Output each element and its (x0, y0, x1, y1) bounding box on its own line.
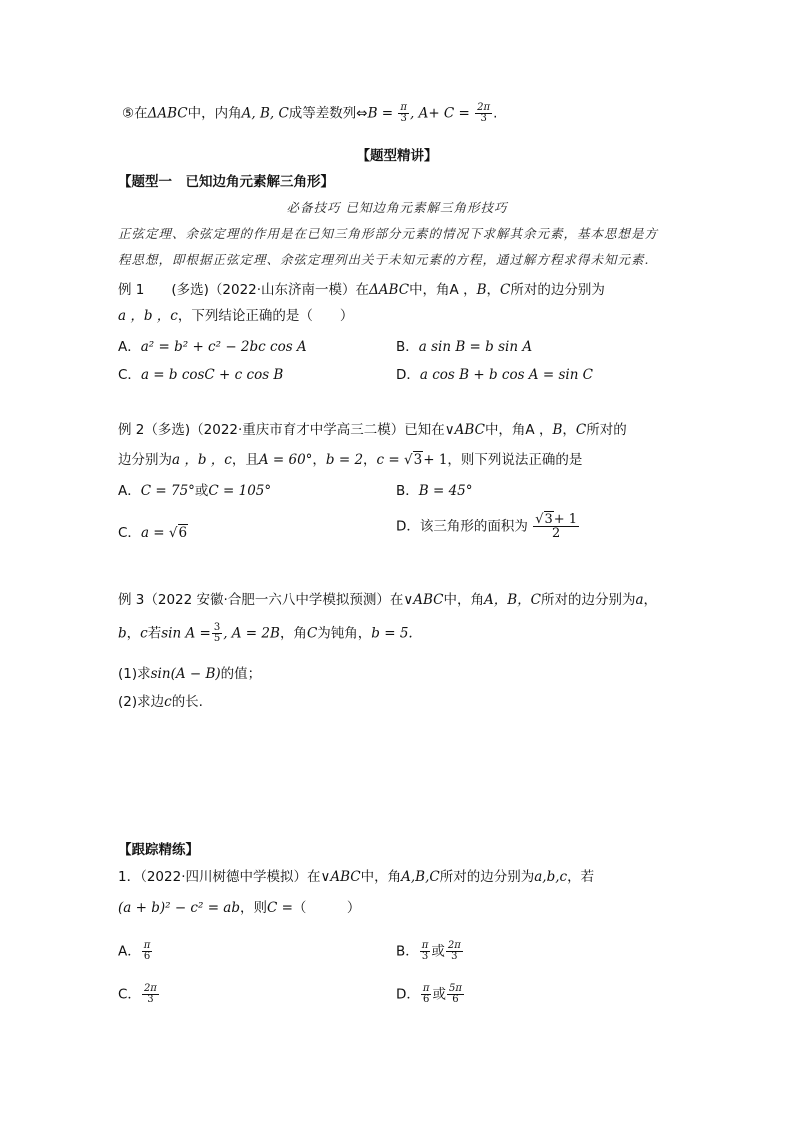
ex2-line2-end: ，则下列说法正确的是 (447, 452, 583, 468)
ex1-c: C (500, 282, 511, 298)
option-math: a = b cosC + c cos B (140, 367, 284, 383)
item5-end: . (493, 105, 498, 122)
ex3-line2 (118, 623, 413, 644)
ex2-c: C (575, 422, 587, 438)
ex2-b: B (552, 422, 563, 438)
option-fraction: $\frac{\pi}{3}$ (421, 940, 429, 962)
option-fraction: $\frac{\pi}{6}$ (422, 983, 430, 1005)
ex3-end: ， (643, 592, 658, 608)
type1-title: 【题型一 已知边角元素解三角形】 (118, 174, 334, 190)
ex2-line1 (118, 420, 627, 440)
ex3-q2-c: c (164, 694, 172, 710)
ex3-q2-end: 的长. (171, 694, 203, 710)
ex2-cond3-pre: c = (376, 452, 400, 468)
option-label: A． (118, 943, 141, 960)
ex3-line2-mid: ，角 (279, 625, 307, 642)
ex1-line1 (118, 280, 605, 300)
ex3-q2-prefix: (2)求边 (118, 694, 165, 710)
ex1-line2 (118, 306, 353, 326)
item5-text2: 成等差数列⇔ (288, 105, 368, 122)
option-label: B． (396, 943, 419, 960)
option-label: D． (396, 986, 420, 1003)
ex3-mid: 中，角 (443, 592, 484, 608)
ex1-sides: a ，b ，c (118, 308, 178, 324)
ex3-text: 所对的边分别为 (540, 592, 636, 608)
option-math: a cos B + b cos A = sin C (419, 367, 594, 383)
option-math: B = 45° (418, 483, 473, 499)
option-fraction: $\frac{2\pi}{3}$ (447, 940, 461, 962)
option-fraction: $\frac{2\pi}{3}$ (143, 983, 157, 1005)
ex3-C: C (306, 625, 318, 642)
p1-sides: a,b,c (534, 869, 568, 885)
ex3-q1-end: 的值； (220, 666, 262, 682)
practice-option-a (118, 941, 153, 962)
technique-line2: 程思想，即根据正弦定理、余弦定理列出关于未知元素的方程，通过解方程求得未知元素. (118, 252, 650, 267)
ex3-b: b (118, 625, 127, 642)
ex3-sin: sin A = (161, 625, 211, 642)
p1-mid: 中，角 (360, 869, 402, 885)
ex3-if: 若 (147, 625, 162, 642)
option-math: C = 75° (140, 483, 195, 499)
ex1-b: B (476, 282, 487, 298)
option-label: A． (118, 339, 141, 355)
ex2-option-a (118, 481, 271, 501)
option-label: C． (118, 986, 141, 1003)
ex1-option-d (396, 365, 593, 385)
option-math: C = 105° (208, 483, 272, 499)
practice-option-d (396, 984, 465, 1005)
sqrt-sign: √ (404, 452, 413, 468)
ex2-line2 (118, 450, 582, 470)
item5-mid: 中，内角 (187, 105, 242, 122)
option-label: B． (396, 339, 419, 355)
ex3-angles: A，B，C (483, 592, 541, 608)
ex2-cond2: b = 2 (325, 452, 364, 468)
option-label: D． (396, 518, 420, 535)
option-label: C． (118, 367, 141, 383)
ex3-q2 (118, 692, 203, 712)
sqrt-sign: √ (168, 525, 178, 541)
ex2-line2-mid: ，且 (231, 452, 259, 468)
option-radicand: 6 (178, 525, 188, 541)
option-label: D． (396, 367, 420, 383)
ex3-fraction: $\frac{3}{5}$ (213, 622, 221, 644)
sqrt-sign: √ (535, 512, 544, 527)
item5-frac1: $\frac{\pi}{3}$ (400, 102, 407, 124)
item5-frac2: $\frac{2\pi}{3}$ (477, 102, 491, 124)
ex3-c: c (140, 625, 148, 642)
ex3-prefix: 例 3（2022 安徽·合肥一六八中学模拟预测）在 (118, 592, 404, 608)
option-text: 该三角形的面积为 (419, 518, 528, 535)
item5-b-eq: B = (367, 105, 394, 122)
option-or: 或 (194, 483, 209, 499)
ex1-mid: 中，角A ， (409, 282, 477, 298)
item5-angles: A, B, C (241, 105, 289, 122)
ex3-a: a (635, 592, 644, 608)
ex3-triangle: ∨ABC (403, 592, 444, 608)
ex2-option-d (396, 513, 580, 540)
option-label: C． (118, 525, 141, 541)
section-title: 【题型精讲】 (356, 148, 438, 164)
option-label: A． (118, 483, 141, 499)
p1-C: C = (266, 900, 293, 916)
p1-answer-blank: （ ） (292, 900, 361, 916)
p1-end: ，若 (567, 869, 595, 885)
ex1-end: 所对的边分别为 (510, 282, 605, 298)
item5-line (122, 103, 497, 124)
ex2-mid: 中，角A ， (484, 422, 553, 438)
ex2-sep: ， (312, 452, 326, 468)
item5-triangle: ΔABC (147, 105, 188, 122)
practice-option-c (118, 984, 160, 1005)
ex2-sep2: ， (363, 452, 377, 468)
option-math: a² = b² + c² − 2bc cos A (140, 339, 307, 355)
item5-ac-eq: , A+ C = (410, 105, 470, 122)
ex2-line2-prefix: 边分别为 (118, 452, 172, 468)
practice-p1-line2 (118, 898, 360, 918)
option-fraction: $\frac{\pi}{6}$ (143, 940, 151, 962)
ex3-q1 (118, 664, 261, 684)
item5-prefix: ⑤在 (122, 105, 148, 122)
option-math: a = (140, 525, 165, 541)
ex2-cond3-radicand: 3 (413, 452, 423, 468)
ex1-option-c (118, 365, 283, 385)
option-fraction: $\frac{5\pi}{6}$ (448, 983, 462, 1005)
p1-then: ，则 (239, 900, 267, 916)
ex3-obtuse: 为钝角， (317, 625, 372, 642)
ex3-sep: ， (126, 625, 141, 642)
practice-p1-line1 (118, 867, 594, 887)
ex2-comma: ， (562, 422, 576, 438)
technique-line1: 正弦定理、余弦定理的作用是在已知三角形部分元素的情况下求解其余元素，基本思想是方 (118, 226, 659, 241)
ex1-option-b (396, 337, 532, 357)
technique-heading: 必备技巧 已知边角元素解三角形技巧 (286, 200, 508, 215)
ex2-prefix: 例 2（多选)（2022·重庆市育才中学高三二模）已知在 (118, 422, 445, 438)
ex2-sides: a ，b ，c (172, 452, 232, 468)
ex3-q1-math: sin(A − B) (150, 666, 221, 682)
ex1-option-a (118, 337, 307, 357)
ex3-q1-prefix: (1)求 (118, 666, 151, 682)
ex2-cond3-post: + 1 (423, 452, 448, 468)
ex2-option-c (118, 523, 188, 543)
ex1-comma: ， (486, 282, 501, 298)
ex1-line2-end: ，下列结论正确的是（ ） (177, 308, 354, 324)
practice-option-b (396, 941, 464, 962)
p1-text: 所对的边分别为 (439, 869, 535, 885)
ex2-cond1: A = 60° (258, 452, 313, 468)
p1-triangle: ∨ABC (320, 869, 361, 885)
option-math: a sin B = b sin A (418, 339, 533, 355)
ex2-option-b (396, 481, 473, 501)
option-label: B． (396, 483, 419, 499)
ex3-cond: , A = 2B (223, 625, 280, 642)
ex3-line1 (118, 590, 657, 610)
practice-title: 【跟踪精练】 (118, 842, 199, 858)
option-or: 或 (432, 986, 446, 1003)
option-or: 或 (431, 943, 445, 960)
ex3-bval: b = 5. (371, 625, 413, 642)
ex1-triangle: ΔABC (369, 282, 410, 298)
p1-prefix: 1．（2022·四川树德中学模拟）在 (118, 869, 321, 885)
ex1-prefix: 例 1 (多选)（2022·山东济南一模）在 (118, 282, 370, 298)
p1-angles: A,B,C (401, 869, 440, 885)
ex2-end: 所对的 (586, 422, 627, 438)
p1-math: (a + b)² − c² = ab (118, 900, 240, 916)
ex2-triangle: ∨ABC (444, 422, 485, 438)
option-fraction: $\frac{√3+ 1}{2}$ (535, 512, 578, 541)
